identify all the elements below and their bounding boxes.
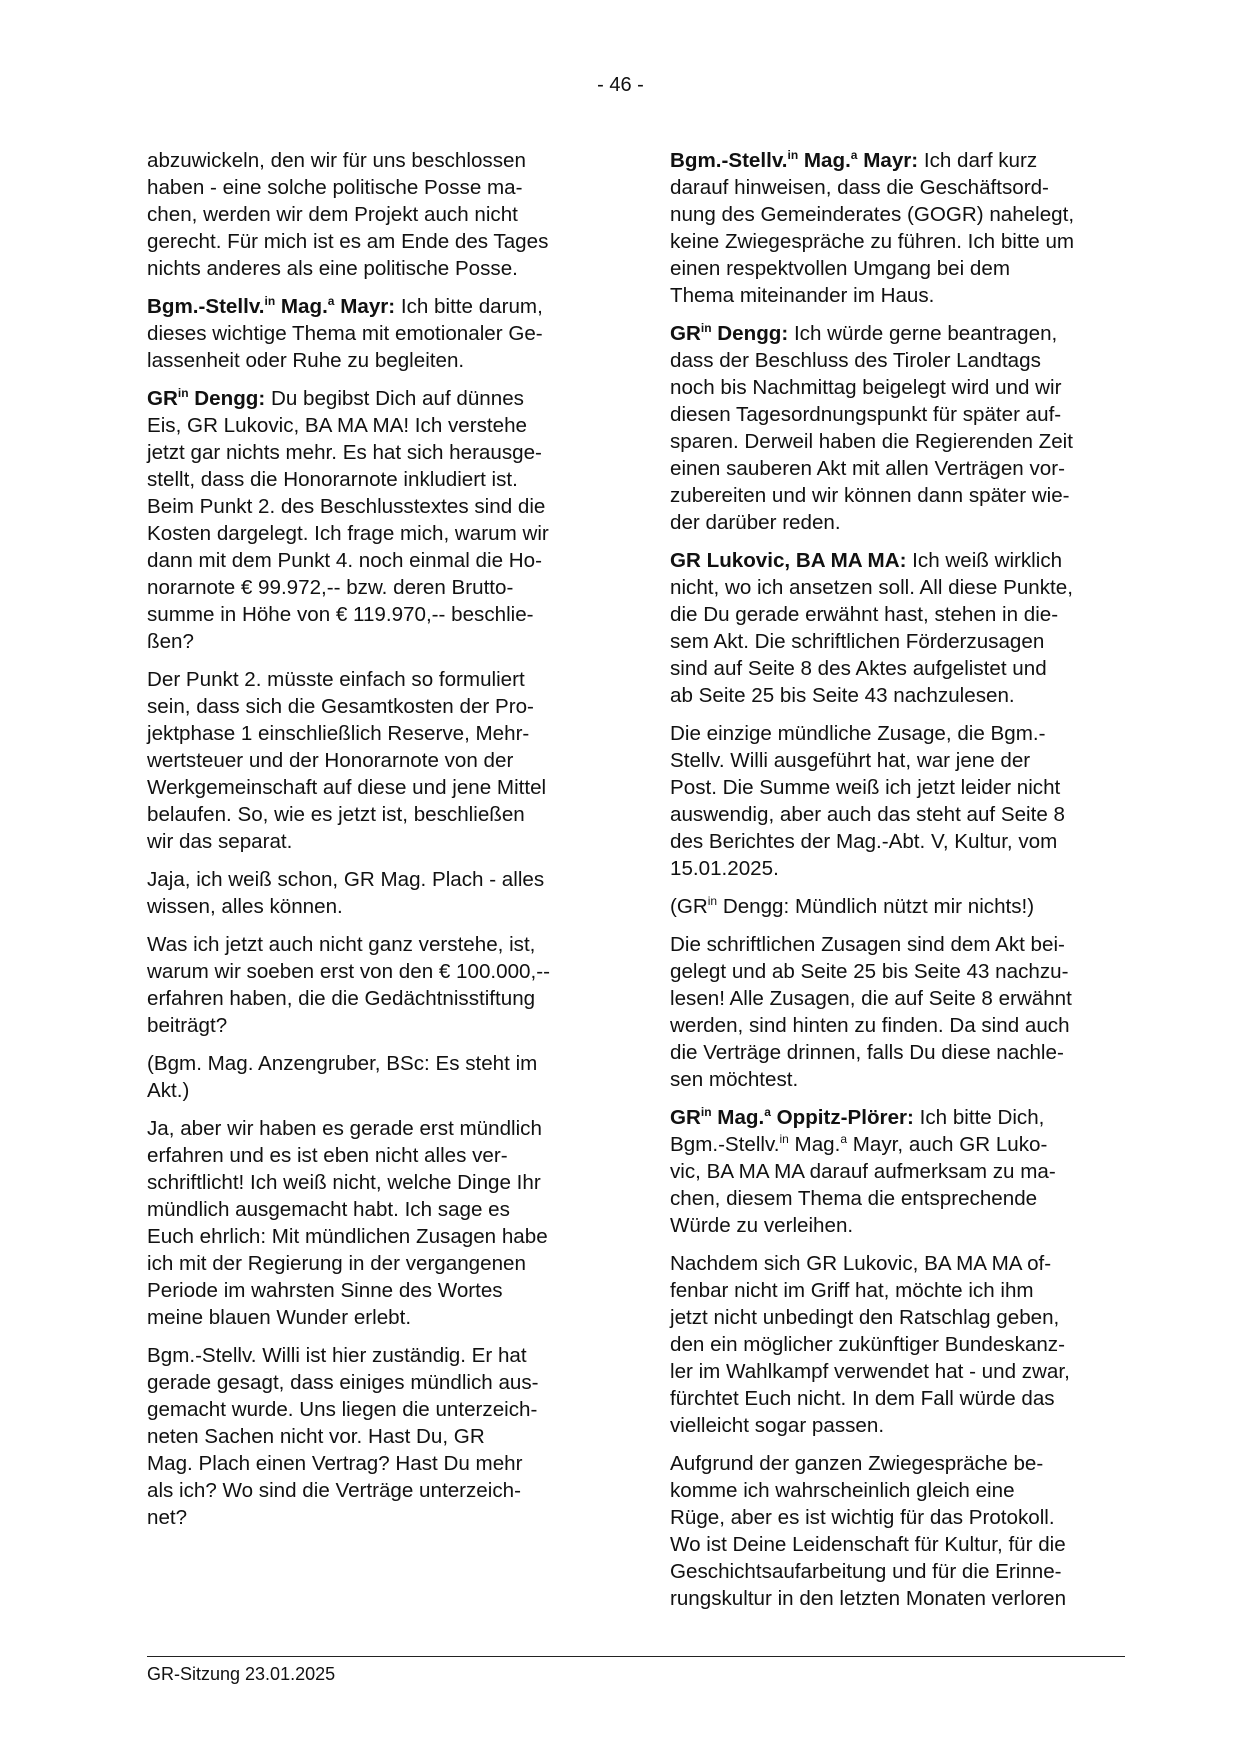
interjection: ($GR^{in}$ Dengg: Mündlich nützt mir nichts!): [670, 894, 1035, 918]
paragraph: Aufgrund der ganzen Zwiegespräche be- komme ich wahrscheinlich gleich eine Rüge, aber es ist wichtig für das Protokoll. Wo ist Deine Leidenschaft für Kultur, für die Geschichtsaufarbeitung und für die Erinne- rungskultur in den letzten Monaten verloren: [670, 1452, 1067, 1610]
paragraph: $GR^{in}$ Mag.$^a$ Oppitz-Plörer: Ich bitte Dich, Bgm.-Stellv.$^{in}$ Mag.$^a$ Mayr, auch GR Luko- vic, BA MA MA darauf aufmerksam zu ma- chen, diesem Thema die entsprechende Würde zu verleihen.: [670, 1105, 1056, 1237]
footer-divider: [147, 1656, 1125, 1657]
page-number: - 46 -: [597, 74, 644, 96]
paragraph: Jaja, ich weiß schon, GR Mag. Plach - alles wissen, alles können.: [147, 868, 545, 918]
paragraph: GR Lukovic, BA MA MA: Ich weiß wirklich nicht, wo ich ansetzen soll. All diese Punkte, die Du gerade erwähnt hast, stehen in die- sem Akt. Die schriftlichen Förderzusagen sind auf Seite 8 des Aktes aufgelistet und ab Seite 25 bis Seite 43 nachzulesen.: [670, 549, 1073, 707]
speaker-name: Bgm.-Stellv.$^{in}$ Mag.$^a$ Mayr:: [670, 148, 919, 172]
paragraph: abzuwickeln, den wir für uns beschlossen haben - eine solche politische Posse ma- chen, werden wir dem Projekt auch nicht gerecht. Für mich ist es am Ende des Tages nichts anderes als eine politische Posse.: [147, 149, 549, 280]
footer-session-date: GR-Sitzung 23.01.2025: [147, 1664, 336, 1684]
paragraph: Nachdem sich GR Lukovic, BA MA MA of- fenbar nicht im Griff hat, möchte ich ihm jetzt nicht unbedingt den Ratschlag geben, den ein möglicher zukünftiger Bundeskanz- ler im Wahlkampf verwendet hat - und zwar, fürchtet Euch nicht. In dem Fall würde das vielleicht sogar passen.: [670, 1252, 1070, 1437]
paragraph: Was ich jetzt auch nicht ganz verstehe, ist, warum wir soeben erst von den € 100.000,-- erfahren haben, die die Gedächtnisstiftung beiträgt?: [147, 933, 550, 1037]
paragraph: Bgm.-Stellv. Willi ist hier zuständig. Er hat gerade gesagt, dass einiges mündlich aus- gemacht wurde. Uns liegen die unterzeich- neten Sachen nicht vor. Hast Du, GR Mag. Plach einen Vertrag? Hast Du mehr als ich? Wo sind die Verträge unterzeich- net?: [147, 1344, 539, 1529]
paragraph: Der Punkt 2. müsste einfach so formuliert sein, dass sich die Gesamtkosten der Pro- jektphase 1 einschließlich Reserve, Mehr- wertsteuer und der Honorarnote von der Werkgemeinschaft auf diese und jene Mittel belaufen. So, wie es jetzt ist, beschließen wir das separat.: [147, 668, 547, 853]
interjection: (Bgm. Mag. Anzengruber, BSc: Es steht im Akt.): [147, 1052, 538, 1102]
speaker-name: Bgm.-Stellv.$^{in}$ Mag.$^a$ Mayr:: [147, 294, 396, 318]
paragraph: Die schriftlichen Zusagen sind dem Akt bei- gelegt und ab Seite 25 bis Seite 43 nachzu- lesen! Alle Zusagen, die auf Seite 8 erwähnt werden, sind hinten zu finden. Da sind auch die Verträge drinnen, falls Du diese nachle- sen möchtest.: [670, 933, 1072, 1091]
paragraph: Bgm.-Stellv.$^{in}$ Mag.$^a$ Mayr: Ich bitte darum, dieses wichtige Thema mit emotionaler Ge- lassenheit oder Ruhe zu begleiten.: [147, 294, 543, 372]
speaker-name: $GR^{in}$ Dengg:: [147, 386, 266, 410]
right-column: [670, 147, 1128, 1623]
left-column: [147, 147, 605, 1542]
paragraph: Die einzige mündliche Zusage, die Bgm.- Stellv. Willi ausgeführt hat, war jene der Post. Die Summe weiß ich jetzt leider nicht auswendig, aber auch das steht auf Seite 8 des Berichtes der Mag.-Abt. V, Kultur, vom 15.01.2025.: [670, 722, 1065, 880]
speaker-name: $GR^{in}$ Dengg:: [670, 321, 789, 345]
paragraph: Bgm.-Stellv.$^{in}$ Mag.$^a$ Mayr: Ich darf kurz darauf hinweisen, dass die Geschäftsord- nung des Gemeinderates (GOGR) nahelegt, keine Zwiegespräche zu führen. Ich bitte um einen respektvollen Umgang bei dem Thema miteinander im Haus.: [670, 148, 1075, 307]
paragraph: $GR^{in}$ Dengg: Du begibst Dich auf dünnes Eis, GR Lukovic, BA MA MA! Ich verstehe jetzt gar nichts mehr. Es hat sich herausge- stellt, dass die Honorarnote inkludiert ist. Beim Punkt 2. des Beschlusstextes sind die Kosten dargelegt. Ich frage mich, warum wir dann mit dem Punkt 4. noch einmal die Ho- norarnote € 99.972,-- bzw. deren Brutto- summe in Höhe von € 119.970,-- beschlie- ßen?: [147, 386, 549, 653]
paragraph: $GR^{in}$ Dengg: Ich würde gerne beantragen, dass der Beschluss des Tiroler Landtags noch bis Nachmittag beigelegt wird und wir diesen Tagesordnungspunkt für später auf- sparen. Derweil haben die Regierenden Zeit einen sauberen Akt mit allen Verträgen vor- zubereiten und wir können dann später wie- der darüber reden.: [670, 321, 1073, 534]
speaker-name: GR Lukovic, BA MA MA:: [670, 549, 907, 572]
speaker-name: $GR^{in}$ Mag.$^a$ Oppitz-Plörer:: [670, 1105, 914, 1129]
paragraph: Ja, aber wir haben es gerade erst mündlich erfahren und es ist eben nicht alles ver- schriftlicht! Ich weiß nicht, welche Dinge Ihr mündlich ausgemacht habt. Ich sage es Euch ehrlich: Mit mündlichen Zusagen habe ich mit der Regierung in der vergangenen Periode im wahrsten Sinne des Wortes meine blauen Wunder erlebt.: [147, 1117, 548, 1329]
